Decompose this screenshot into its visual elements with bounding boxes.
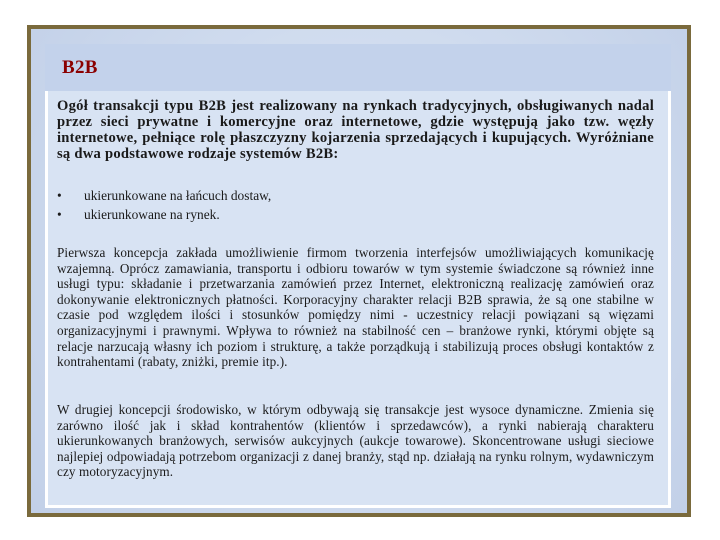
paragraph-supply-chain: Pierwsza koncepcja zakłada umożliwienie firmom tworzenia interfejsów umożliwiających komunikację wzajemną. Oprócz zamawiania, transportu i odbioru towarów w tym systemie świadczone są również inne usługi typu: składanie i przetwarzania zamówień przez Internet, elektroniczną realizację zamówień oraz dokonywanie elektronicznych płatności. Korporacyjny charakter relacji B2B sprawia, że są one stabilne w czasie pod względem ilości i stosunków pomiędzy nimi - uczestnicy relacji powiązani są więzami organizacyjnymi i prawnymi. Wpływa to również na stabilność cen – branżowe rynki, którymi objęte są relacje narzucają własny ich poziom i strukturę, a także porządkują i stabilizują proces obsługi kontaktów z kontrahentami (rabaty, zniżki, premie itp.). bbox=[57, 245, 654, 370]
title-bar bbox=[45, 44, 671, 91]
list-item bbox=[57, 186, 654, 205]
slide-title: B2B bbox=[62, 57, 98, 78]
bullet-text: ukierunkowane na rynek. bbox=[84, 207, 220, 222]
bullet-icon: • bbox=[57, 207, 62, 222]
bullet-list bbox=[57, 186, 654, 224]
bullet-icon: • bbox=[57, 188, 62, 203]
list-item bbox=[57, 205, 654, 224]
bullet-text: ukierunkowane na łańcuch dostaw, bbox=[84, 188, 272, 203]
paragraph-market: W drugiej koncepcji środowisko, w którym odbywają się transakcje jest wysoce dynamiczne. Zmienia się zarówno ilość jak i skład kontrahentów (klientów i sprzedawców), a rynki nabierają charakteru ukierunkowanych branżowych, serwisów aukcyjnych (aukcje towarowe). Skoncentrowane usługi sieciowe najlepiej odpowiadają potrzebom organizacji z danej branży, stąd np. działają na rynku rolnym, wydawniczym czy motoryzacyjnym. bbox=[57, 402, 654, 480]
intro-paragraph: Ogół transakcji typu B2B jest realizowany na rynkach tradycyjnych, obsługiwanych nadal przez sieci prywatne i komercyjne oraz internetowe, gdzie występują jako tzw. węzły internetowe, pełniące rolę płaszczyzny kojarzenia sprzedających i kupujących. Wyróżniane są dwa podstawowe rodzaje systemów B2B: bbox=[57, 98, 654, 162]
